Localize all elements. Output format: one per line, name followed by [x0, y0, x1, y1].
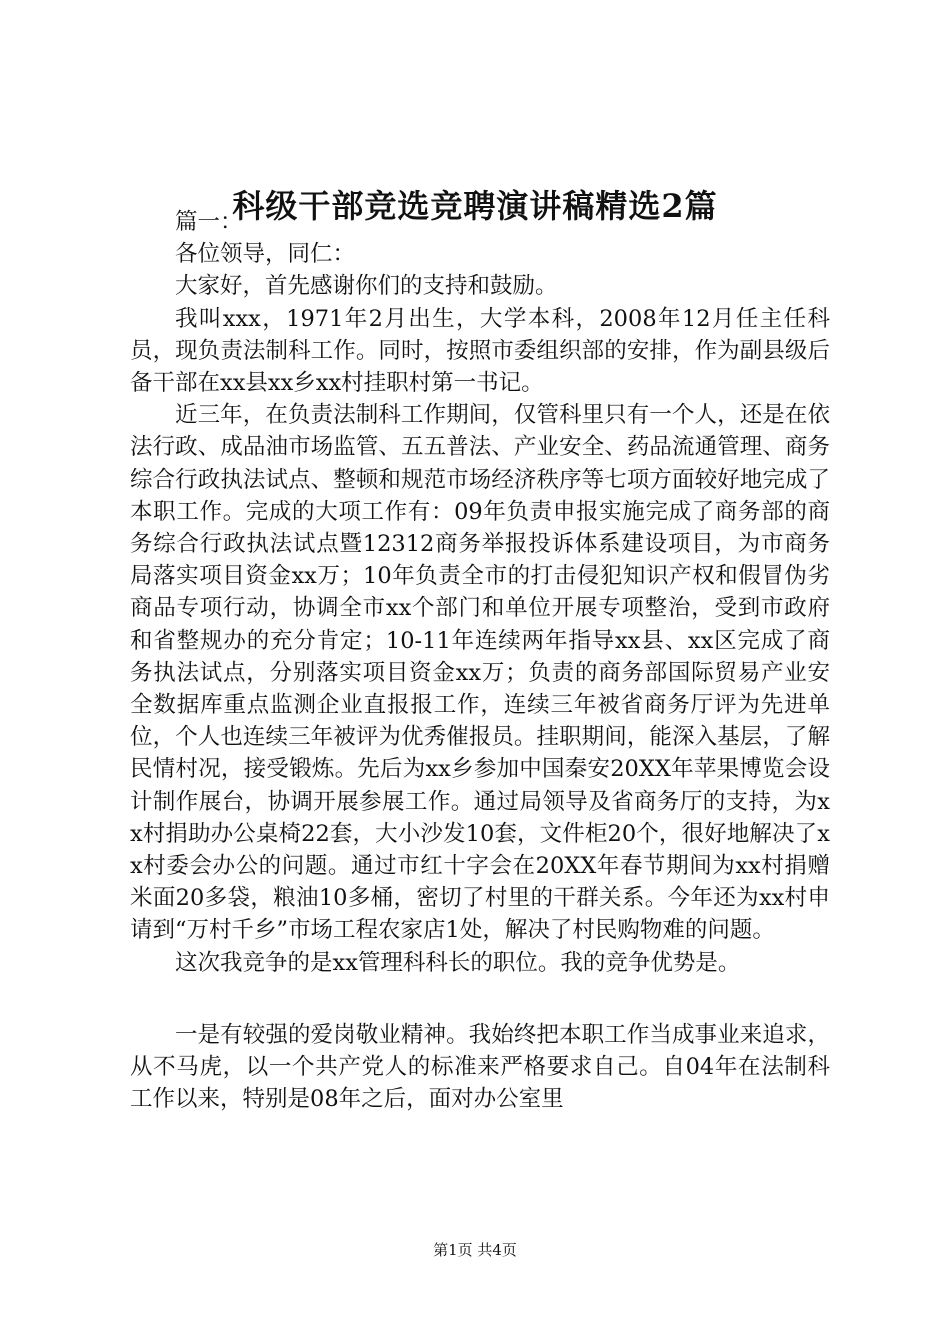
paragraph-salutation: 各位领导，同仁：	[175, 241, 356, 268]
paragraph-section-heading: 篇一：	[175, 209, 243, 235]
paragraph-self-introduction: 我叫xxx，1971年2月出生，大学本科，2008年12月任主任科员，现负责法制科工作。同时，按照市委组织部的安排，作为副县级后备干部在xx县xx乡xx村挂职村第一书记。	[130, 305, 830, 397]
document-title: 科级干部竞选竞聘演讲稿精选2篇	[232, 187, 718, 225]
paragraph-position-sought: 这次我竞争的是xx管理科科长的职位。我的竞争优势是。	[175, 949, 741, 976]
paragraph-spacer	[130, 979, 830, 1019]
paragraph-advantage-one: 一是有较强的爱岗敬业精神。我始终把本职工作当成事业来追求，从不马虎，以一个共产党人的标准来严格要求自己。自04年在法制科工作以来，特别是08年之后，面对办公室里	[130, 1021, 830, 1113]
document-body	[130, 206, 830, 1115]
paragraph-greeting: 大家好，首先感谢你们的支持和鼓励。	[175, 273, 558, 300]
paragraph-work-achievements: 近三年，在负责法制科工作期间，仅管科里只有一个人，还是在依法行政、成品油市场监管、五五普法、产业安全、药品流通管理、商务综合行政执法试点、整顿和规范市场经济秩序等七项方面较好地完成了本职工作。完成的大项工作有：09年负责申报实施完成了商务部的商务综合行政执法试点暨12312商务举报投诉体系建设项目，为市商务局落实项目资金xx万；10年负责全市的打击侵犯知识产权和假冒伪劣商品专项行动，协调全市xx个部门和单位开展专项整治，受到市政府和省整规办的充分肯定；10-11年连续两年指导xx县、xx区完成了商务执法试点，分别落实项目资金xx万；负责的商务部国际贸易产业安全数据库重点监测企业直报报工作，连续三年被省商务厅评为先进单位，个人也连续三年被评为优秀催报员。挂职期间，能深入基层，了解民情村况，接受锻炼。先后为xx乡参加中国秦安20XX年苹果博览会设计制作展台，协调开展参展工作。通过局领导及省商务厅的支持，为xx村捐助办公桌椅22套，大小沙发10套，文件柜20个，很好地解决了xx村委会办公的问题。通过市红十字会在20XX年春节期间为xx村捐赠米面20多袋，粮油10多桶，密切了村里的干群关系。今年还为xx村申请到“万村千乡”市场工程农家店1处，解决了村民购物难的问题。	[130, 402, 830, 944]
page-number-footer: 第1页 共4页	[433, 1241, 517, 1259]
